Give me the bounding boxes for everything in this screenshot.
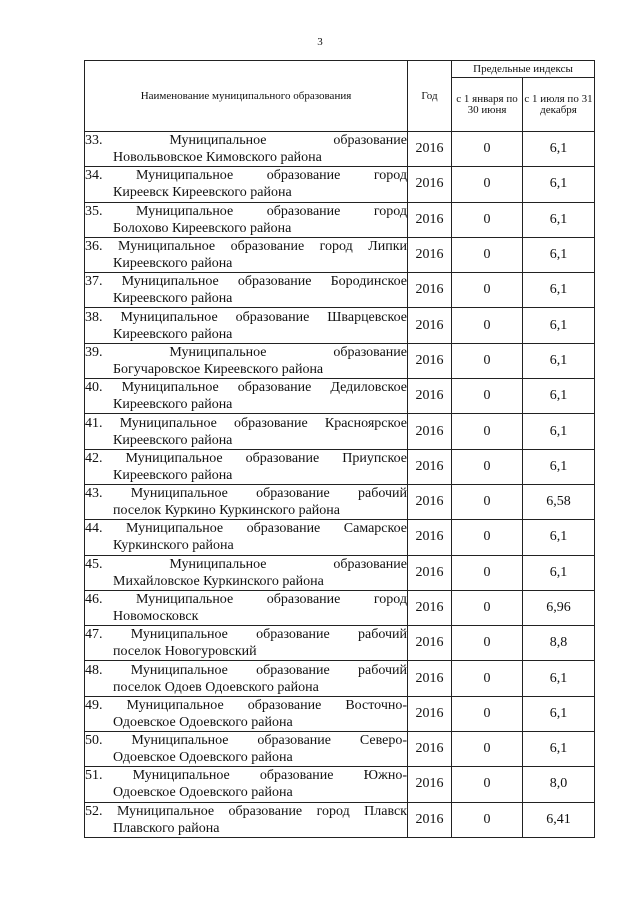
period-1-cell: 0	[452, 661, 523, 696]
period-2-cell: 6,1	[523, 308, 595, 343]
municipality-name	[85, 414, 408, 449]
name-line-2: Одоевское Одоевского района	[113, 785, 293, 801]
name-line-1	[85, 238, 407, 255]
name-line-1	[85, 626, 407, 643]
table-row	[85, 273, 595, 308]
municipality-name	[85, 167, 408, 202]
year-cell: 2016	[408, 484, 452, 519]
year-cell: 2016	[408, 132, 452, 167]
period-2-cell: 6,1	[523, 237, 595, 272]
year-cell: 2016	[408, 308, 452, 343]
period-1-cell: 0	[452, 167, 523, 202]
table-row	[85, 308, 595, 343]
table-row	[85, 132, 595, 167]
name-line-1	[85, 662, 407, 679]
municipality-name	[85, 802, 408, 837]
name-line-2: Плавского района	[113, 820, 220, 836]
name-line-1	[85, 203, 407, 220]
name-line-2: Киреевского района	[113, 467, 233, 483]
name-text-1: Муниципальное образование Восточно-	[126, 697, 408, 713]
table-row	[85, 767, 595, 802]
period-1-cell: 0	[452, 767, 523, 802]
row-number: 39.	[85, 344, 103, 360]
period-1-cell: 0	[452, 414, 523, 449]
name-line-1	[85, 697, 407, 714]
year-cell: 2016	[408, 167, 452, 202]
period-2-cell: 6,1	[523, 379, 595, 414]
name-line-1	[85, 273, 407, 290]
row-number: 36.	[85, 239, 103, 255]
header-period-1: с 1 января по 30 июня	[452, 78, 523, 132]
period-1-cell: 0	[452, 273, 523, 308]
municipality-name	[85, 202, 408, 237]
name-text-1: Муниципальное образование Самарское	[126, 521, 407, 537]
name-line-1	[85, 556, 407, 573]
name-line-2: Михайловское Куркинского района	[113, 573, 324, 589]
name-text-1: Муниципальное образование Северо-	[131, 733, 407, 749]
name-line-2: Богучаровское Киреевского района	[113, 361, 324, 377]
row-number: 47.	[85, 627, 103, 643]
period-1-cell: 0	[452, 520, 523, 555]
name-line-1	[85, 803, 407, 820]
name-line-1	[85, 132, 407, 149]
name-line-2: Киреевск Киреевского района	[113, 185, 292, 201]
name-text-1: Муниципальное образование Дедиловское	[121, 380, 408, 396]
row-number: 44.	[85, 521, 103, 537]
year-cell: 2016	[408, 732, 452, 767]
name-text-1: Муниципальное образование	[169, 133, 407, 149]
period-2-cell: 6,1	[523, 732, 595, 767]
row-number: 42.	[85, 450, 103, 466]
period-2-cell: 6,1	[523, 167, 595, 202]
row-number: 51.	[85, 768, 103, 784]
period-2-cell: 6,1	[523, 696, 595, 731]
name-text-1: Муниципальное образование рабочий	[130, 627, 407, 643]
period-1-cell: 0	[452, 237, 523, 272]
municipality-name	[85, 379, 408, 414]
name-line-2: Новомосковск	[113, 609, 199, 624]
period-2-cell: 6,41	[523, 802, 595, 837]
table-row	[85, 732, 595, 767]
municipality-name	[85, 590, 408, 625]
municipality-name	[85, 626, 408, 661]
year-cell: 2016	[408, 802, 452, 837]
name-text-1: Муниципальное образование город	[136, 592, 408, 607]
municipality-name	[85, 767, 408, 802]
year-cell: 2016	[408, 520, 452, 555]
name-text-1: Муниципальное образование город	[136, 168, 408, 184]
name-line-2: Одоевское Одоевского района	[113, 714, 293, 730]
municipality-name	[85, 308, 408, 343]
name-line-2: Киреевского района	[113, 326, 233, 342]
period-2-cell: 6,1	[523, 661, 595, 696]
name-line-2: Киреевского района	[113, 397, 233, 413]
header-period-2: с 1 июля по 31 декабря	[523, 78, 595, 132]
header-name: Наименование муниципального образования	[85, 61, 408, 132]
period-1-cell: 0	[452, 732, 523, 767]
municipality-name	[85, 555, 408, 590]
period-1-cell: 0	[452, 132, 523, 167]
table-row	[85, 520, 595, 555]
municipality-name	[85, 132, 408, 167]
name-line-1	[85, 379, 407, 396]
period-1-cell: 0	[452, 308, 523, 343]
municipality-name	[85, 661, 408, 696]
municipality-name	[85, 449, 408, 484]
name-line-2: Киреевского района	[113, 256, 233, 272]
row-number: 52.	[85, 803, 103, 819]
row-number: 37.	[85, 274, 103, 290]
name-line-1	[85, 309, 407, 326]
name-line-2: Новольвовское Кимовского района	[113, 150, 322, 166]
period-2-cell: 6,58	[523, 484, 595, 519]
municipality-name	[85, 696, 408, 731]
year-cell: 2016	[408, 414, 452, 449]
name-text-1: Муниципальное образование рабочий	[130, 486, 407, 502]
period-2-cell: 6,1	[523, 132, 595, 167]
municipality-name	[85, 273, 408, 308]
row-number: 34.	[85, 168, 103, 184]
name-line-1	[85, 732, 407, 749]
period-2-cell: 6,1	[523, 520, 595, 555]
year-cell: 2016	[408, 696, 452, 731]
row-number: 45.	[85, 556, 103, 572]
table-row	[85, 626, 595, 661]
name-text-1: Муниципальное образование Бородинское	[121, 274, 408, 290]
name-text-1: Муниципальное образование Приупское	[125, 450, 407, 466]
period-2-cell: 8,8	[523, 626, 595, 661]
period-1-cell: 0	[452, 449, 523, 484]
period-1-cell: 0	[452, 555, 523, 590]
table-row	[85, 696, 595, 731]
name-line-2: Киреевского района	[113, 432, 233, 448]
name-text-1: Муниципальное образование	[169, 556, 407, 572]
municipality-name	[85, 343, 408, 378]
period-2-cell: 6,1	[523, 273, 595, 308]
municipality-name	[85, 732, 408, 767]
period-1-cell: 0	[452, 343, 523, 378]
year-cell: 2016	[408, 555, 452, 590]
indices-table	[84, 60, 595, 838]
name-line-1	[85, 450, 407, 467]
table-row	[85, 802, 595, 837]
period-1-cell: 0	[452, 590, 523, 625]
name-text-1: Муниципальное образование рабочий	[130, 662, 407, 678]
period-1-cell: 0	[452, 802, 523, 837]
table-row	[85, 343, 595, 378]
municipality-name	[85, 237, 408, 272]
name-line-1	[85, 415, 407, 432]
year-cell: 2016	[408, 202, 452, 237]
year-cell: 2016	[408, 379, 452, 414]
name-text-1: Муниципальное образование город Липки	[117, 239, 408, 255]
table-row	[85, 590, 595, 625]
table-row	[85, 555, 595, 590]
year-cell: 2016	[408, 237, 452, 272]
table-row	[85, 202, 595, 237]
name-line-1	[85, 591, 407, 608]
period-1-cell: 0	[452, 696, 523, 731]
row-number: 43.	[85, 486, 103, 502]
name-line-2: поселок Куркино Куркинского района	[113, 503, 340, 519]
name-line-1	[85, 167, 407, 184]
period-2-cell: 6,1	[523, 414, 595, 449]
period-1-cell: 0	[452, 202, 523, 237]
row-number: 41.	[85, 415, 103, 431]
table-row	[85, 449, 595, 484]
period-1-cell: 0	[452, 379, 523, 414]
period-2-cell: 6,96	[523, 590, 595, 625]
year-cell: 2016	[408, 273, 452, 308]
table-row	[85, 661, 595, 696]
table-row	[85, 484, 595, 519]
table-row	[85, 167, 595, 202]
name-text-1: Муниципальное образование Красноярское	[119, 415, 407, 431]
row-number: 33.	[85, 133, 103, 149]
year-cell: 2016	[408, 661, 452, 696]
period-1-cell: 0	[452, 626, 523, 661]
name-line-2: поселок Одоев Одоевского района	[113, 679, 319, 695]
row-number: 49.	[85, 697, 103, 713]
name-text-1: Муниципальное образование город	[136, 203, 408, 219]
municipality-name	[85, 520, 408, 555]
period-2-cell: 6,1	[523, 202, 595, 237]
header-indices: Предельные индексы	[452, 61, 595, 78]
row-number: 46.	[85, 592, 103, 607]
period-1-cell: 0	[452, 484, 523, 519]
name-line-2: Куркинского района	[113, 538, 234, 554]
year-cell: 2016	[408, 590, 452, 625]
name-text-1: Муниципальное образование	[169, 344, 407, 360]
row-number: 48.	[85, 662, 103, 678]
year-cell: 2016	[408, 449, 452, 484]
table-row	[85, 237, 595, 272]
period-2-cell: 6,1	[523, 555, 595, 590]
name-line-2: Болохово Киреевского района	[113, 220, 292, 236]
year-cell: 2016	[408, 343, 452, 378]
name-line-2: Одоевское Одоевского района	[113, 750, 293, 766]
table-row	[85, 414, 595, 449]
name-line-2: Киреевского района	[113, 291, 233, 307]
name-text-1: Муниципальное образование город Плавск	[116, 803, 407, 819]
row-number: 35.	[85, 203, 103, 219]
name-line-1	[85, 767, 407, 784]
period-2-cell: 6,1	[523, 343, 595, 378]
name-line-1	[85, 520, 407, 537]
period-2-cell: 6,1	[523, 449, 595, 484]
period-2-cell: 8,0	[523, 767, 595, 802]
year-cell: 2016	[408, 626, 452, 661]
municipality-name	[85, 484, 408, 519]
year-cell: 2016	[408, 767, 452, 802]
page-number: 3	[317, 36, 323, 48]
name-line-1	[85, 485, 407, 502]
name-text-1: Муниципальное образование Южно-	[132, 768, 408, 784]
name-line-1	[85, 344, 407, 361]
row-number: 38.	[85, 309, 103, 325]
header-year: Год	[408, 61, 452, 132]
table-row	[85, 379, 595, 414]
row-number: 50.	[85, 733, 103, 749]
row-number: 40.	[85, 380, 103, 396]
name-text-1: Муниципальное образование Шварцевское	[120, 309, 407, 325]
name-line-2: поселок Новогуровский	[113, 644, 257, 660]
